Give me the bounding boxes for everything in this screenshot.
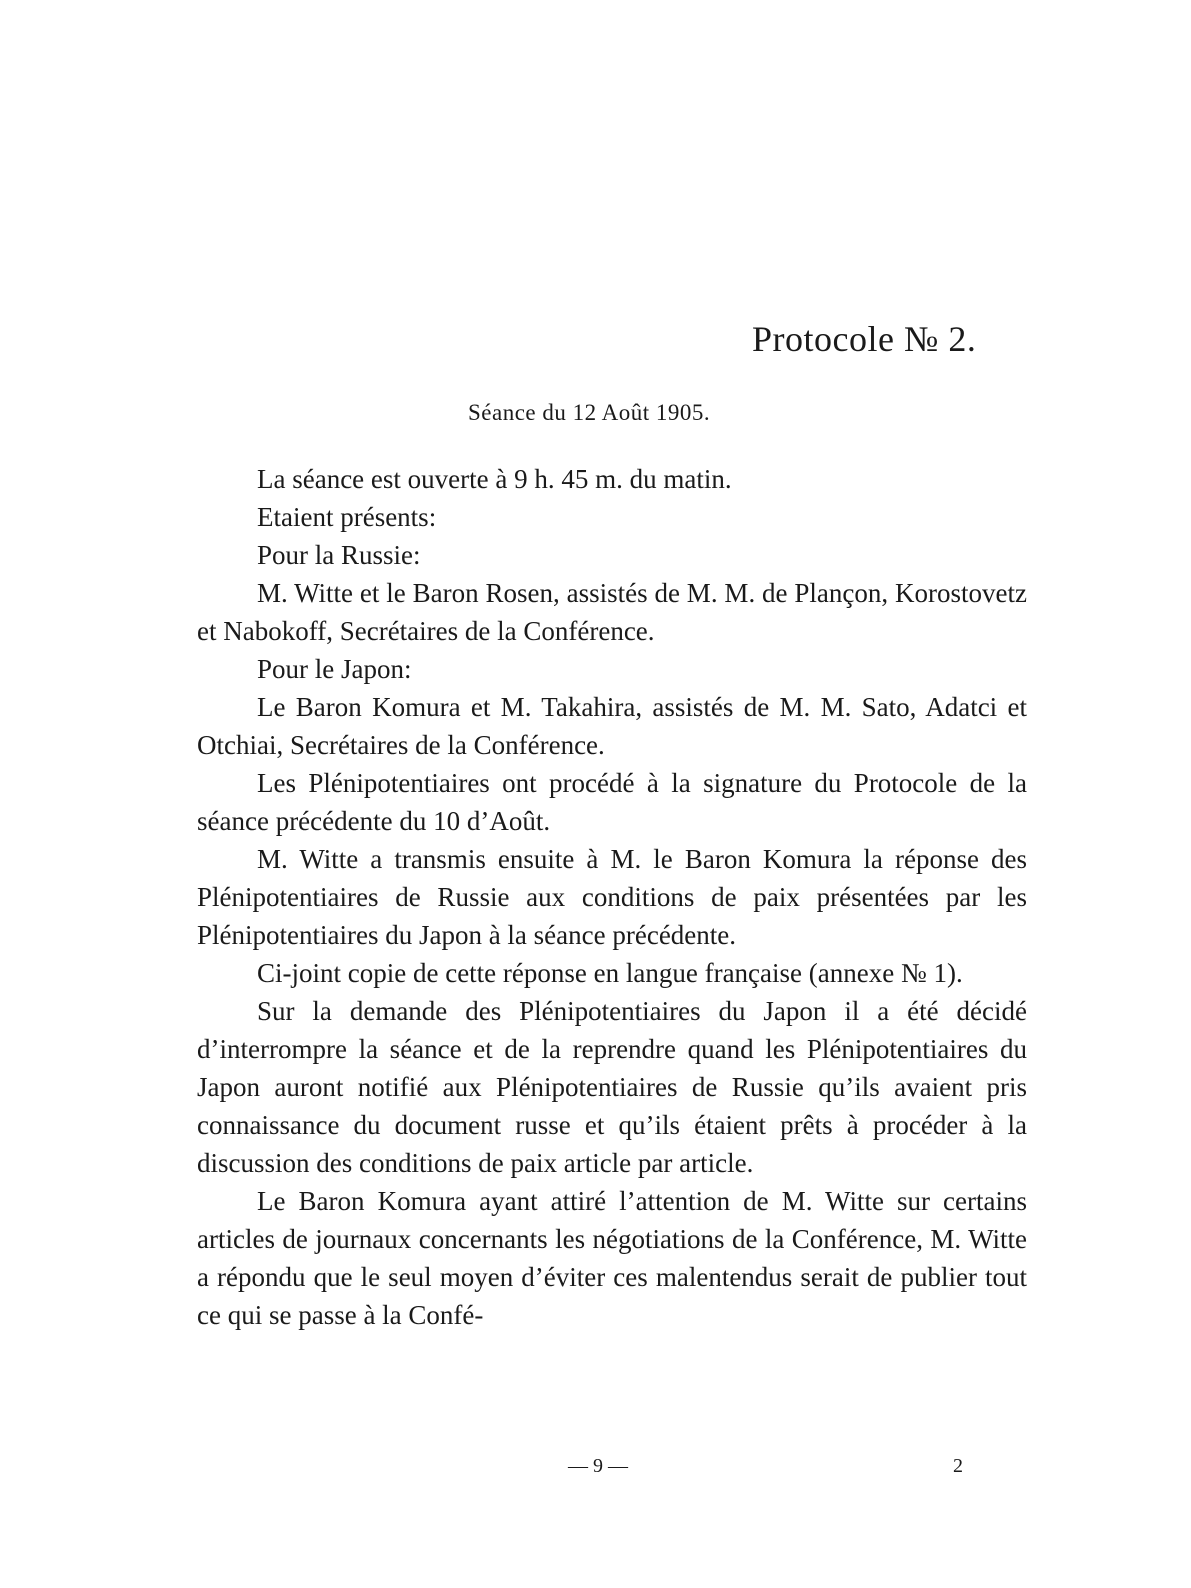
paragraph-signature: Les Plénipotentiaires ont procédé à la signature du Protocole de la séance précédente du 10 d’Août. [197, 768, 1027, 836]
paragraph-interruption: Sur la demande des Plénipotentiaires du Japon il a été décidé d’interrompre la séance et de la reprendre quand les Plénipotentiaires du Japon auront notifié aux Plénipotentiaires de Russie qu’ils avaient pris connaissance du document russe et qu’ils étaient prêts à procéder à la discussion des conditions de paix article par article. [197, 996, 1027, 1178]
paragraph-russia-delegates: M. Witte et le Baron Rosen, assistés de M. M. de Plançon, Korostovetz et Nabokoff, Secrétaires de la Conférence. [197, 578, 1027, 646]
paragraph-opening: La séance est ouverte à 9 h. 45 m. du matin. [257, 464, 732, 494]
session-date: Séance du 12 Août 1905. [468, 400, 711, 425]
protocol-body [197, 460, 1027, 1334]
protocol-title: Protocole № 2. [752, 319, 977, 359]
signature-mark: 2 [953, 1455, 963, 1477]
paragraph-annex: Ci-joint copie de cette réponse en langue française (annexe № 1). [257, 958, 963, 988]
paragraph-reply: M. Witte a transmis ensuite à M. le Baron Komura la réponse des Plénipotentiaires de Russie aux conditions de paix présentées par les Plénipotentiaires du Japon à la séance précédente. [197, 844, 1027, 950]
paragraph-japan-heading: Pour le Japon: [257, 654, 412, 684]
paragraph-press: Le Baron Komura ayant attiré l’attention de M. Witte sur certains articles de journaux concernants les négotiations de la Conférence, M. Witte a répondu que le seul moyen d’éviter ces malentendus serait de publier tout ce qui se passe à la Confé- [197, 1186, 1027, 1330]
paragraph-russia-heading: Pour la Russie: [257, 540, 421, 570]
paragraph-japan-delegates: Le Baron Komura et M. Takahira, assistés de M. M. Sato, Adatci et Otchiai, Secrétaires de la Conférence. [197, 692, 1027, 760]
page-number: — 9 — [568, 1455, 628, 1477]
paragraph-present: Etaient présents: [257, 502, 437, 532]
